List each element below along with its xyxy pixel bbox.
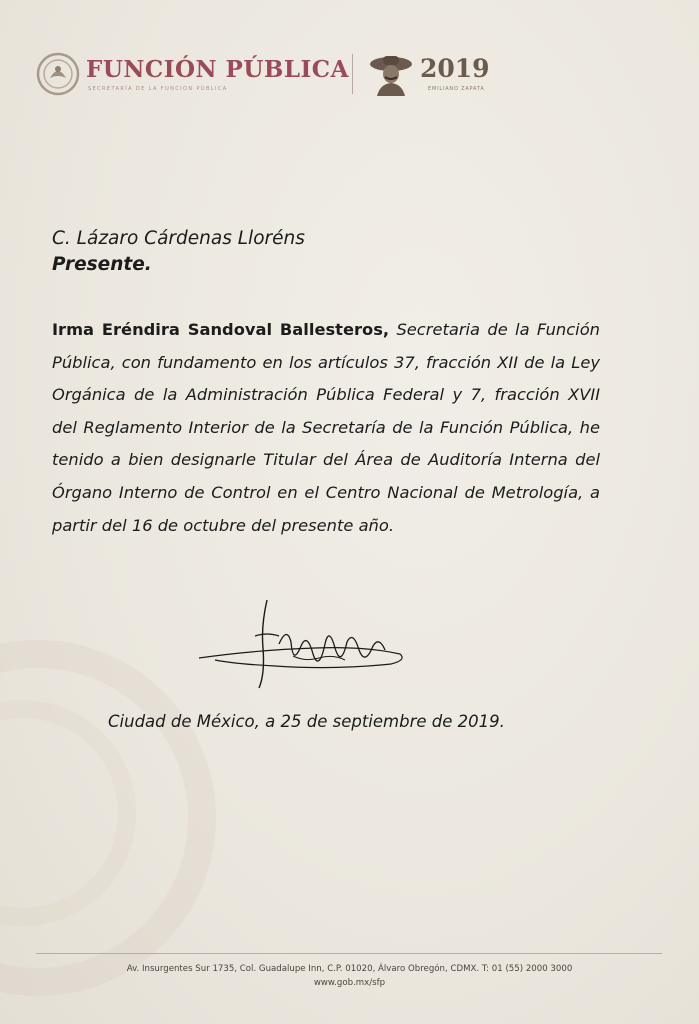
- year-label: 2019: [420, 54, 490, 83]
- footer-address: Av. Insurgentes Sur 1735, Col. Guadalupe Inn, C.P. 01020, Álvaro Obregón, CDMX. T: 01 (55) 2000 3000: [126, 964, 573, 974]
- footer-url: www.gob.mx/sfp: [313, 978, 386, 988]
- handwritten-signature: [195, 596, 415, 696]
- brand-subtitle: SECRETARÍA DE LA FUNCIÓN PÚBLICA: [88, 86, 228, 92]
- letter-body: [52, 314, 600, 542]
- place-and-date: Ciudad de México, a 25 de septiembre de 2019.: [108, 712, 505, 731]
- header-divider: [352, 54, 353, 94]
- letterhead: [36, 48, 506, 102]
- footer-divider: [36, 953, 662, 954]
- recipient-name: C. Lázaro Cárdenas Lloréns: [52, 228, 305, 249]
- national-seal-icon: [36, 52, 80, 96]
- body-text: Secretaria de la Función Pública, con fundamento en los artículos 37, fracción XII de la Ley Orgánica de la Administración Pública Federal y 7, fracción XVII del Reglamento Interior de la Secretaría de la Función Pública, he tenido a bien designarle Titular del Área de Auditoría Interna del Órgano Interno de Control en el Centro Nacional de Metrología, a partir del 16 de octubre del presente año.: [52, 320, 600, 535]
- brand-title: FUNCIÓN PÚBLICA: [86, 56, 349, 83]
- sender-name: Irma Eréndira Sandoval Ballesteros,: [52, 320, 390, 339]
- recipient-greeting: Presente.: [52, 254, 152, 275]
- recipient-block: [52, 226, 305, 278]
- emiliano-zapata-portrait-icon: [368, 50, 414, 96]
- year-subtitle: EMILIANO ZAPATA: [428, 86, 485, 92]
